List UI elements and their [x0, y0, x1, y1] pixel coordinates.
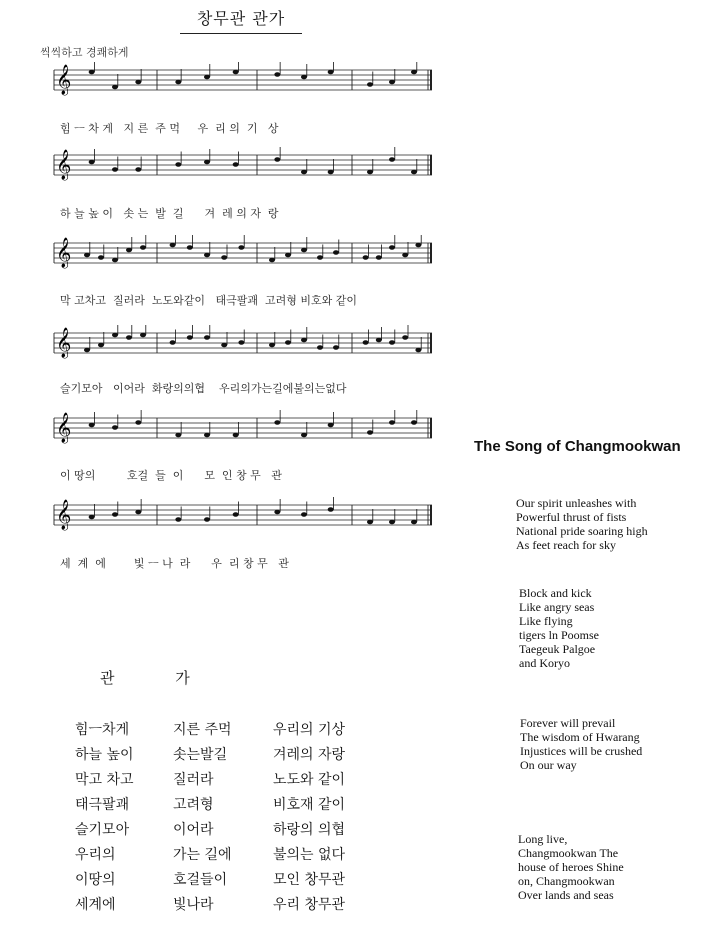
note-head	[135, 420, 141, 425]
note-head	[170, 340, 176, 345]
note-head	[328, 423, 334, 428]
poem-row	[75, 716, 383, 741]
note-head	[175, 433, 181, 438]
poem-cell: 우리 창무관	[273, 896, 346, 913]
poem-cell: 솟는발길	[173, 746, 228, 763]
note-head	[415, 243, 421, 248]
note-head	[221, 343, 227, 348]
poem-row	[75, 766, 383, 791]
poem-cell: 노도와 같이	[273, 771, 346, 788]
note-head	[389, 245, 395, 250]
note-head	[233, 512, 239, 517]
treble-clef-icon: 𝄞	[56, 65, 72, 95]
note-head	[204, 160, 210, 165]
english-stanza-3	[520, 716, 642, 772]
note-head	[389, 340, 395, 345]
staff-lyric-1: 힘 ㅡ 차 게 지 른 주 먹 우 리 의 기 상	[60, 122, 279, 135]
staff-lyric-3: 막 고차고 질러라 노도와같이 태극팔괘 고려형 비호와 같이	[60, 294, 357, 307]
note-head	[285, 253, 291, 258]
note-head	[98, 343, 104, 348]
note-head	[367, 520, 373, 525]
stanza-line: Block and kick	[519, 586, 592, 600]
note-head	[363, 255, 369, 260]
stanza-line: on, Changmookwan	[518, 874, 615, 888]
stanza-line: and Koryo	[519, 656, 570, 670]
page-title: 창무관 관가	[180, 6, 302, 34]
stanza-line: tigers ln Poomse	[519, 628, 599, 642]
note-head	[389, 520, 395, 525]
korean-subtitle: 관 가	[100, 669, 218, 687]
note-head	[301, 512, 307, 517]
note-head	[112, 167, 118, 172]
note-head	[317, 345, 323, 350]
stanza-line: Forever will prevail	[520, 716, 616, 730]
poem-row	[75, 866, 383, 891]
note-head	[333, 345, 339, 350]
korean-poem	[75, 716, 383, 916]
poem-cell: 우리의	[75, 846, 116, 863]
stanza-line: Like flying	[519, 614, 573, 628]
note-head	[363, 340, 369, 345]
note-head	[233, 162, 239, 167]
note-head	[135, 167, 141, 172]
note-head	[317, 255, 323, 260]
note-head	[140, 245, 146, 250]
stanza-line: Long live,	[518, 832, 568, 846]
poem-cell: 모인 창무관	[273, 871, 346, 888]
note-head	[112, 425, 118, 430]
note-head	[204, 517, 210, 522]
note-head	[274, 157, 280, 162]
poem-cell: 힘ㅡ차게	[75, 721, 130, 738]
note-head	[204, 253, 210, 258]
stanza-line: On our way	[520, 758, 577, 772]
staff-lyric-6: 세 계 에 빛 ㅡ 나 라 우 리 창 무 관	[60, 557, 289, 570]
note-head	[238, 245, 244, 250]
stanza-line: Taegeuk Palgoe	[519, 642, 596, 656]
note-head	[301, 248, 307, 253]
note-head	[415, 348, 421, 353]
stanza-line: Our spirit unleashes with	[516, 496, 637, 510]
note-head	[411, 420, 417, 425]
note-head	[126, 248, 132, 253]
note-head	[89, 423, 95, 428]
poem-row	[75, 841, 383, 866]
english-title: The Song of Changmookwan	[474, 438, 681, 455]
poem-cell: 비호재 같이	[273, 796, 346, 813]
note-head	[301, 170, 307, 175]
note-head	[89, 515, 95, 520]
note-head	[274, 420, 280, 425]
note-head	[135, 510, 141, 515]
poem-cell: 고려형	[173, 796, 214, 813]
staff-system	[52, 497, 436, 537]
english-stanza-2	[519, 586, 599, 670]
note-head	[84, 348, 90, 353]
note-head	[333, 250, 339, 255]
note-head	[89, 160, 95, 165]
treble-clef-icon: 𝄞	[56, 328, 72, 358]
note-head	[175, 162, 181, 167]
note-head	[175, 80, 181, 85]
tempo-marking: 씩씩하고 경쾌하게	[40, 46, 129, 59]
note-head	[98, 255, 104, 260]
poem-cell: 하늘 높이	[75, 746, 134, 763]
note-head	[112, 512, 118, 517]
note-head	[301, 433, 307, 438]
note-head	[402, 335, 408, 340]
stanza-line: National pride soaring high	[516, 524, 648, 538]
poem-cell: 빛나라	[173, 896, 214, 913]
note-head	[204, 335, 210, 340]
treble-clef-icon: 𝄞	[56, 500, 72, 530]
poem-row	[75, 891, 383, 916]
poem-row	[75, 741, 383, 766]
note-head	[269, 258, 275, 263]
poem-cell: 가는 길에	[173, 846, 232, 863]
staff-system	[52, 410, 436, 450]
note-head	[269, 343, 275, 348]
poem-cell: 하랑의 의협	[273, 821, 346, 838]
note-head	[411, 520, 417, 525]
note-head	[84, 253, 90, 258]
note-head	[221, 255, 227, 260]
poem-cell: 질러라	[173, 771, 214, 788]
poem-cell: 우리의 기상	[273, 721, 346, 738]
poem-cell: 지른 주먹	[173, 721, 232, 738]
note-head	[187, 245, 193, 250]
staff-lyric-5: 이 땅의 호걸 들 이 모 인 창 무 관	[60, 469, 282, 482]
note-head	[367, 430, 373, 435]
note-head	[367, 170, 373, 175]
poem-cell: 세계에	[75, 896, 116, 913]
staff-system	[52, 235, 436, 275]
note-head	[389, 420, 395, 425]
poem-cell: 이땅의	[75, 871, 116, 888]
note-head	[126, 335, 132, 340]
stanza-line: Injustices will be crushed	[520, 744, 643, 758]
stanza-line: Over lands and seas	[518, 888, 614, 902]
note-head	[140, 333, 146, 338]
poem-cell: 불의는 없다	[273, 846, 346, 863]
poem-row	[75, 791, 383, 816]
treble-clef-icon: 𝄞	[56, 150, 72, 180]
staff-system	[52, 147, 436, 187]
poem-cell: 막고 차고	[75, 771, 134, 788]
note-head	[204, 75, 210, 80]
stanza-line: Powerful thrust of fists	[516, 510, 627, 524]
note-head	[187, 335, 193, 340]
note-head	[402, 253, 408, 258]
note-head	[376, 255, 382, 260]
poem-cell: 호걸들이	[173, 871, 228, 888]
stanza-line: Like angry seas	[519, 600, 595, 614]
note-head	[328, 70, 334, 75]
english-stanza-4	[518, 832, 624, 902]
note-head	[328, 507, 334, 512]
poem-row	[75, 816, 383, 841]
note-head	[389, 157, 395, 162]
note-head	[367, 82, 373, 87]
staff-lyric-4: 슬기모아 이어라 화랑의의협 우리의가는길에불의는없다	[60, 382, 347, 395]
note-head	[301, 338, 307, 343]
note-head	[389, 80, 395, 85]
staff-lyric-2: 하 늘 높 이 솟 는 발 길 겨 레 의 자 랑	[60, 207, 279, 220]
note-head	[135, 80, 141, 85]
poem-cell: 슬기모아	[75, 821, 130, 838]
note-head	[411, 170, 417, 175]
note-head	[301, 75, 307, 80]
treble-clef-icon: 𝄞	[56, 413, 72, 443]
poem-cell: 겨레의 자랑	[273, 746, 346, 763]
note-head	[175, 517, 181, 522]
staff-system	[52, 325, 436, 365]
poem-cell: 태극팔괘	[75, 796, 130, 813]
note-head	[274, 510, 280, 515]
note-head	[112, 85, 118, 90]
note-head	[233, 433, 239, 438]
english-stanza-1	[516, 496, 648, 552]
poem-cell: 이어라	[173, 821, 214, 838]
note-head	[233, 70, 239, 75]
note-head	[274, 72, 280, 77]
note-head	[89, 70, 95, 75]
note-head	[328, 170, 334, 175]
note-head	[285, 340, 291, 345]
stanza-line: house of heroes Shine	[518, 860, 624, 874]
note-head	[376, 338, 382, 343]
stanza-line: Changmookwan The	[518, 846, 619, 860]
note-head	[411, 70, 417, 75]
stanza-line: The wisdom of Hwarang	[520, 730, 640, 744]
staff-system	[52, 62, 436, 102]
stanza-line: As feet reach for sky	[516, 538, 616, 552]
note-head	[112, 333, 118, 338]
note-head	[112, 258, 118, 263]
note-head	[170, 243, 176, 248]
note-head	[238, 340, 244, 345]
note-head	[204, 433, 210, 438]
treble-clef-icon: 𝄞	[56, 238, 72, 268]
